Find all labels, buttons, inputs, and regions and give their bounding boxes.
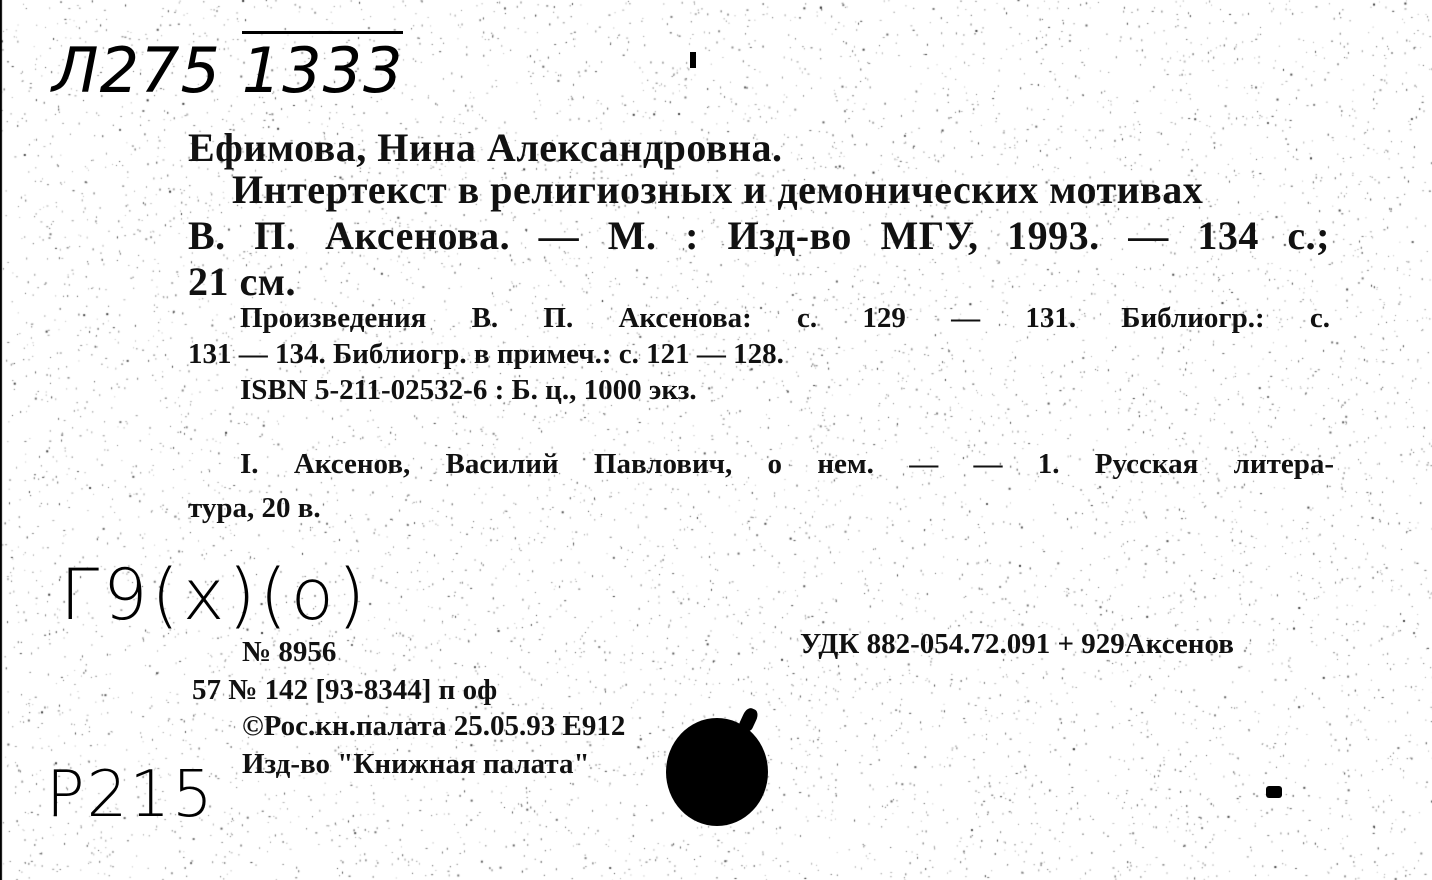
title-line-2: В. П. Аксенова. — М. : Изд-во МГУ, 1993. — 134 с.; — [188, 213, 1330, 258]
card-number: № 8956 — [242, 636, 337, 668]
ink-blot — [666, 718, 768, 826]
handwritten-shelfmark-prefix: Л275 — [52, 34, 221, 107]
handwritten-shelfmark-number: 1333 — [242, 31, 404, 107]
notes-line-2: 131 — 134. Библиогр. в примеч.: с. 121 — 128. — [188, 338, 784, 370]
print-run-line: 57 № 142 [93-8344] п оф — [192, 674, 498, 706]
udk-code: УДК 882-054.72.091 + 929Аксенов — [800, 628, 1234, 660]
handwritten-call-number: Р215 — [46, 758, 215, 832]
handwritten-shelfmark — [52, 34, 403, 107]
ink-tick-mark — [690, 52, 696, 68]
ink-dash-mark — [1266, 786, 1282, 798]
title-line-1: Интертекст в религиозных и демонических мотивах — [232, 167, 1204, 212]
isbn-line: ISBN 5-211-02532-6 : Б. ц., 1000 экз. — [240, 374, 697, 406]
author-heading: Ефимова, Нина Александровна. — [188, 125, 783, 170]
title-line-3: 21 см. — [188, 259, 296, 304]
publisher-line: Изд-во "Книжная палата" — [242, 748, 590, 780]
chamber-stamp-line: ©Рос.кн.палата 25.05.93 Е912 — [242, 710, 626, 742]
notes-line-1: Произведения В. П. Аксенова: с. 129 — 131. Библиогр.: с. — [240, 302, 1330, 334]
subjects-line-1: I. Аксенов, Василий Павлович, о нем. — — 1. Русская литера- — [240, 448, 1334, 480]
subjects-line-2: тура, 20 в. — [188, 492, 321, 524]
handwritten-classification: Г9(х)(о) — [60, 554, 370, 636]
